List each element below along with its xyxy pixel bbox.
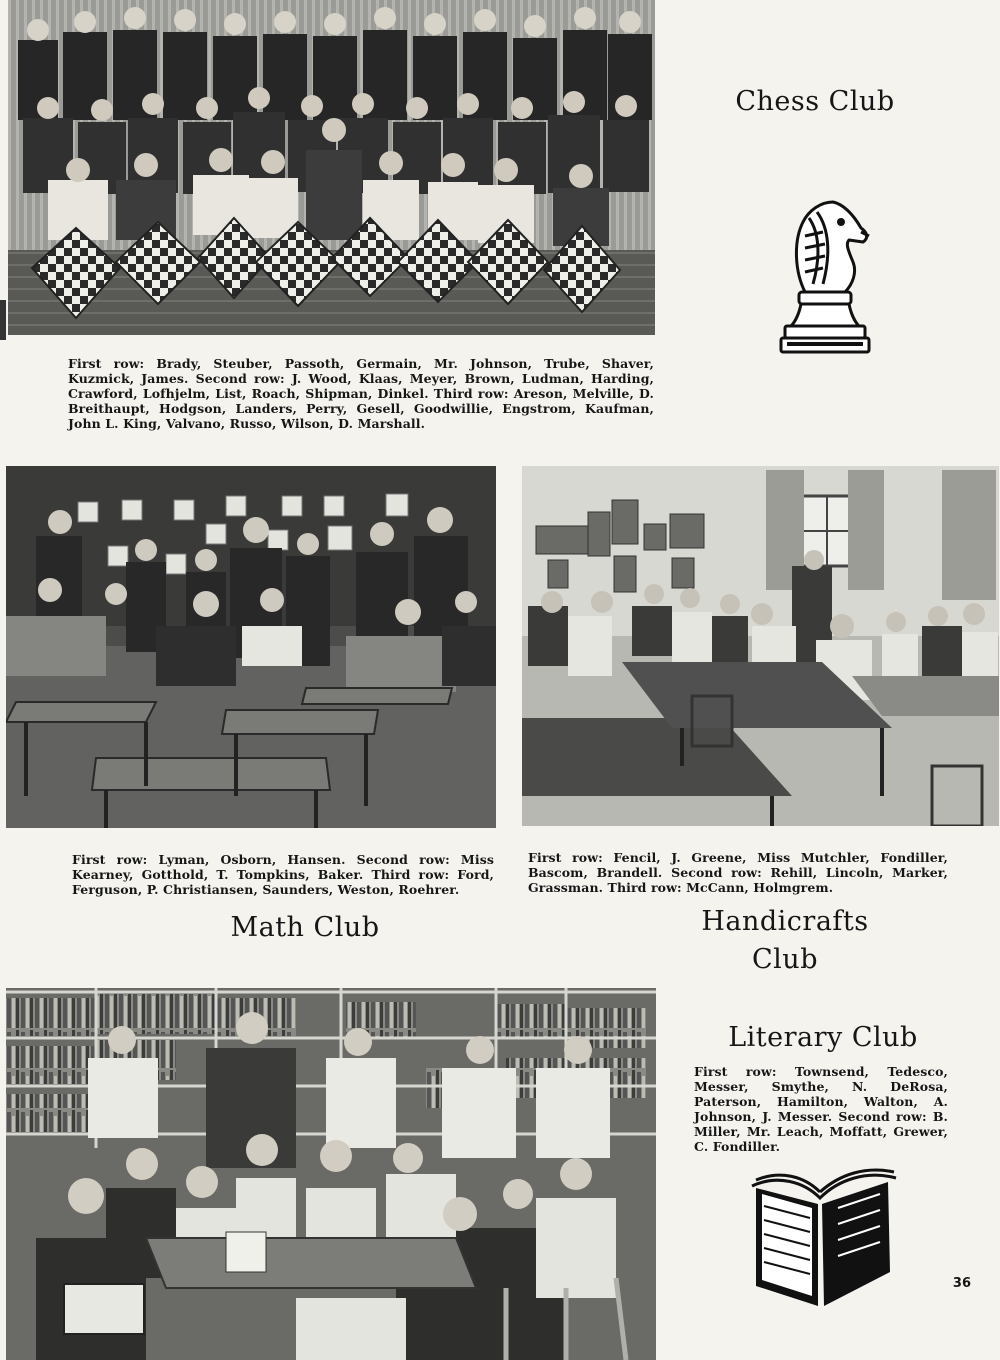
chess-club-photo	[8, 0, 655, 335]
literary-club-caption: First row: Townsend, Tedesco, Messer, Smythe, N. DeRosa, Paterson, Hamilton, Walton, A. Johnson, J. Messer. Second row: B. Miller, Mr. Leach, Moffatt, Grewer, C. Fondiller.	[694, 1064, 948, 1154]
handicrafts-club-photo	[522, 466, 999, 826]
page-number: 36	[952, 1276, 971, 1291]
chess-club-caption: First row: Brady, Steuber, Passoth, Germain, Mr. Johnson, Trube, Shaver, Kuzmick, James. Second row: J. Wood, Klaas, Meyer, Brown, Ludman, Harding, Crawford, Lofhjelm, List, Roach, Shipman, Dinkel. Third row: Areson, Melville, D. Breithaupt, Hodgson, Landers, Perry, Gesell, Goodwillie, Engstrom, Kaufman, John L. King, Valvano, Russo, Wilson, D. Marshall.	[68, 356, 654, 431]
handicrafts-club-title-line1: Handicrafts	[701, 906, 869, 937]
chess-knight-icon	[775, 192, 875, 362]
literary-club-photo	[6, 988, 656, 1360]
chess-club-title: Chess Club	[735, 86, 895, 117]
page-binding-edge	[0, 300, 6, 340]
math-club-caption: First row: Lyman, Osborn, Hansen. Second row: Miss Kearney, Gotthold, T. Tompkins, Baker. Third row: Ford, Ferguson, P. Christiansen, Saunders, Weston, Roehrer.	[72, 852, 494, 897]
literary-club-title: Literary Club	[728, 1022, 918, 1053]
handicrafts-club-caption: First row: Fencil, J. Greene, Miss Mutchler, Fondiller, Bascom, Brandell. Second row: Rehill, Lincoln, Marker, Grassman. Third row: McCann, Holmgrem.	[528, 850, 948, 895]
open-book-icon	[748, 1168, 898, 1310]
handicrafts-club-title-line2: Club	[752, 944, 818, 975]
math-club-photo	[6, 466, 496, 828]
math-club-title: Math Club	[230, 912, 380, 943]
